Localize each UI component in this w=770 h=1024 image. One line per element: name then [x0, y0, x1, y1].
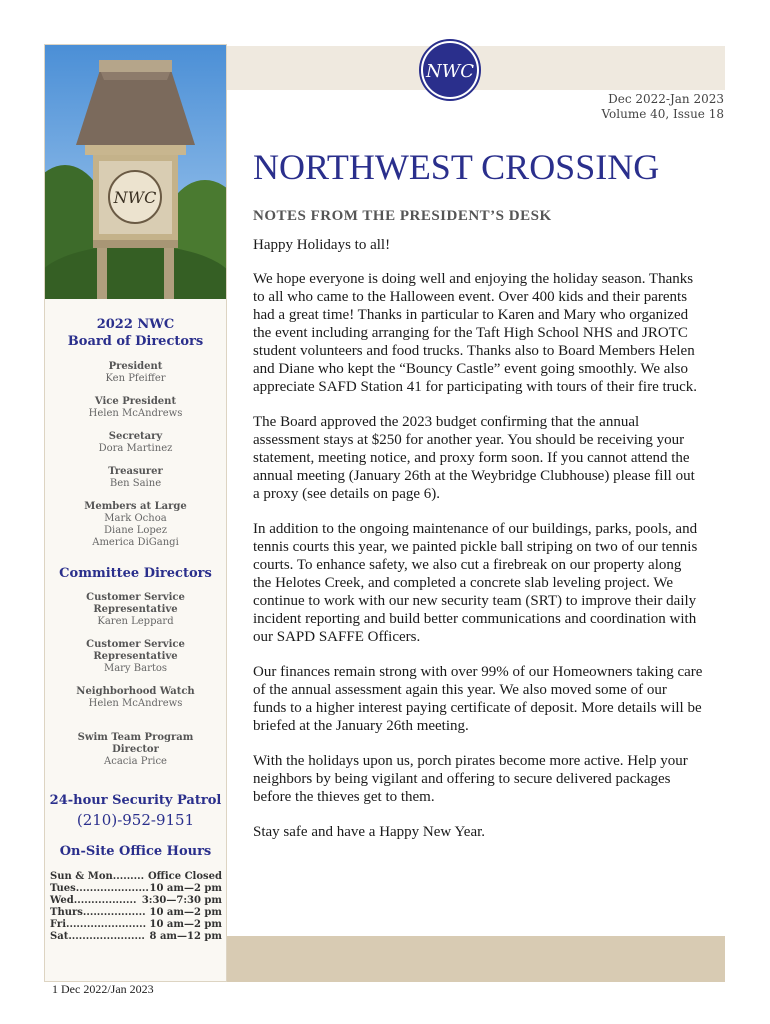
- committee-group: [44, 639, 227, 675]
- issue-volume: Volume 40, Issue 18: [601, 107, 724, 121]
- svg-text:NWC: NWC: [425, 61, 475, 82]
- board-title: Board of Directors: [67, 334, 204, 349]
- committee-member: Karen Leppard: [97, 616, 174, 627]
- masthead-title: NORTHWEST CROSSING: [253, 147, 660, 187]
- committee-member: Mary Bartos: [103, 663, 168, 674]
- board-group-secretary: [44, 431, 227, 455]
- footer-band: [227, 936, 725, 982]
- article-paragraph: Stay safe and have a Happy New Year.: [253, 824, 486, 840]
- board-role: Secretary: [108, 431, 163, 442]
- office-hours-time: Office Closed: [147, 871, 222, 882]
- sidebar-directory: [44, 316, 227, 860]
- board-member: Diane Lopez: [104, 525, 167, 536]
- issue-info: [601, 92, 724, 122]
- office-hours-row: [50, 907, 222, 919]
- article-body: [253, 236, 703, 858]
- board-role: President: [108, 361, 163, 372]
- office-hours-time: 8 am—12 pm: [149, 931, 222, 942]
- clock-tower-photo: [45, 45, 226, 299]
- security-phone: (210)-952-9151: [76, 811, 195, 829]
- article-paragraph: Our finances remain strong with over 99% of our Homeowners taking care of the annual assessment again this year. We also moved some of our funds to a higher interest paying certificate of deposit. More details will be briefed at the January 26th meeting.: [253, 664, 703, 734]
- article-paragraph: In addition to the ongoing maintenance of our buildings, parks, pools, and tennis courts this year, we painted pickle ball striping on two of our tennis courts. To enhance safety, we also cut a firebreak on our property along the Helotes Creek, and completed a concrete slab leveling project. We continue to work with our new security team (SRT) to improve their daily incident reporting and build better communications and coordination with our SAPD SAFFE Officers.: [253, 521, 698, 645]
- board-role: Members at Large: [84, 501, 187, 512]
- office-hours-title: On-Site Office Hours: [59, 844, 212, 859]
- board-role: Vice President: [94, 396, 177, 407]
- office-hours-row: [50, 919, 222, 931]
- office-hours-day: Thurs..................: [50, 907, 146, 918]
- office-hours-time: 10 am—2 pm: [149, 907, 222, 918]
- security-title: 24-hour Security Patrol: [49, 793, 222, 808]
- article-paragraph: With the holidays upon us, porch pirates become more active. Help your neighbors by being vigilant and offering to secure delivered packages before the thieves get to them.: [253, 753, 688, 805]
- board-member: Mark Ochoa: [104, 513, 167, 524]
- office-hours-row: [50, 931, 222, 943]
- committee-role: Customer Service Representative: [86, 592, 185, 615]
- committee-role: Customer Service Representative: [86, 639, 185, 662]
- board-member: Ken Pfeiffer: [105, 373, 166, 384]
- office-hours-day: Sun & Mon.........: [50, 871, 145, 882]
- office-hours-row: [50, 883, 222, 895]
- board-member: Helen McAndrews: [88, 408, 183, 419]
- board-title-year: 2022 NWC: [96, 317, 175, 332]
- office-hours-day: Fri.......................: [50, 919, 147, 930]
- committee-role: Swim Team Program Director: [77, 732, 194, 755]
- committee-member: Acacia Price: [104, 756, 167, 767]
- board-role: Treasurer: [108, 466, 163, 477]
- board-group-treasurer: [44, 466, 227, 490]
- board-group-members-at-large: [44, 501, 227, 549]
- office-hours-list: [50, 871, 222, 943]
- office-hours-time: 10 am—2 pm: [149, 883, 222, 894]
- committee-group: [44, 592, 227, 628]
- office-hours-day: Wed..................: [50, 895, 137, 906]
- committee-title: Committee Directors: [59, 566, 212, 581]
- article-paragraph: The Board approved the 2023 budget confirming that the annual assessment stays at $250 for another year. You should be receiving your statement, meeting notice, and proxy form soon. If you cannot attend the annual meeting (January 26th at the Weybridge Clubhouse) please fill out a proxy (see details on page 6).: [253, 414, 695, 502]
- issue-date: Dec 2022-Jan 2023: [608, 92, 724, 106]
- office-hours-row: [50, 871, 222, 883]
- committee-member: Helen McAndrews: [88, 698, 183, 709]
- board-member: Dora Martinez: [98, 443, 173, 454]
- committee-group: [44, 686, 227, 710]
- svg-text:NWC: NWC: [113, 188, 157, 207]
- board-group-president: [44, 361, 227, 385]
- office-hours-row: [50, 895, 222, 907]
- committee-role: Neighborhood Watch: [76, 686, 195, 697]
- board-member: Ben Saine: [109, 478, 162, 489]
- page-footer: 1 Dec 2022/Jan 2023: [52, 982, 154, 996]
- nwc-logo: [418, 38, 482, 102]
- office-hours-time: 10 am—2 pm: [149, 919, 222, 930]
- board-member: America DiGangi: [92, 537, 179, 548]
- article-paragraph: We hope everyone is doing well and enjoying the holiday season. Thanks to all who came to the Halloween event. Over 400 kids and their parents had a great time! Thanks in particular to Karen and Mary who organized the event including arranging for the Taft High School NHS and JROTC student volunteers and food trucks. Thanks also to Board Members Helen and Diane who kept the “Bouncy Castle” event going smoothly. We also appreciate SAFD Station 41 for participating with tours of their fire truck.: [253, 271, 698, 395]
- committee-group: [44, 732, 227, 768]
- office-hours-day: Sat......................: [50, 931, 145, 942]
- article-heading: NOTES FROM THE PRESIDENT’S DESK: [253, 208, 552, 224]
- article-paragraph: Happy Holidays to all!: [253, 237, 391, 253]
- board-group-vice-president: [44, 396, 227, 420]
- office-hours-day: Tues.....................: [50, 883, 149, 894]
- office-hours-time: 3:30—7:30 pm: [141, 895, 222, 906]
